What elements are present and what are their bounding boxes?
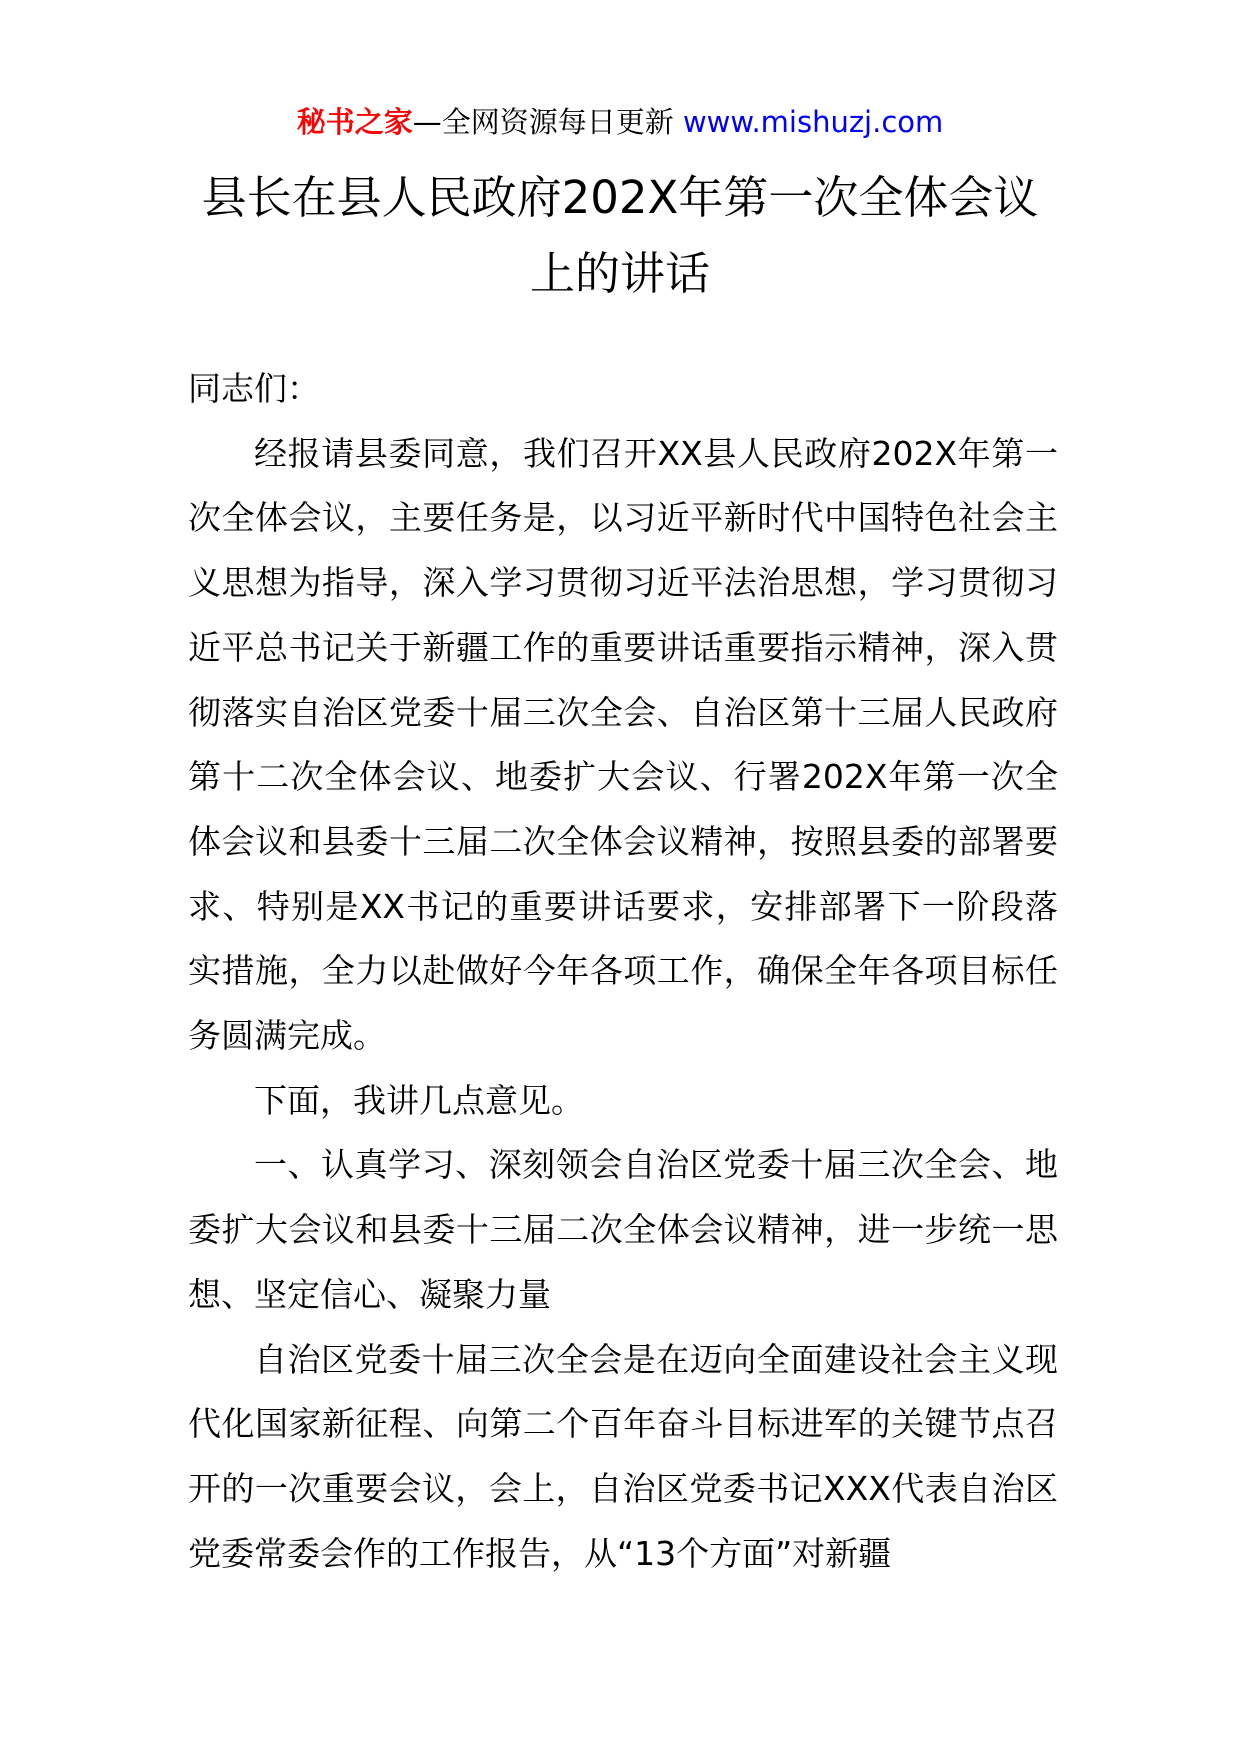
site-url-link[interactable]: www.mishuzj.com [682,105,944,139]
paragraph-transition: 下面，我讲几点意见。 [254,1080,584,1120]
title-line-1: 县长在县人民政府202X年第一次全体会议 [201,171,1039,224]
document-body [188,357,1058,1586]
paragraph-intro: 经报请县委同意，我们召开XX县人民政府202X年第一次全体会议，主要任务是，以习近平新时代中国特色社会主义思想为指导，深入学习贯彻习近平法治思想，学习贯彻习近平总书记关于新疆工作的重要讲话重要指示精神，深入贯彻落实自治区党委十届三次全会、自治区第十三届人民政府第十二次全体会议、地委扩大会议、行署202X年第一次全体会议和县委十三届二次全体会议精神，按照县委的部署要求、特别是XX书记的重要讲话要求，安排部署下一阶段落实措施，全力以赴做好今年各项工作，确保全年各项目标任务圆满完成。 [188,433,1058,1056]
paragraph-section-1: 自治区党委十届三次全会是在迈向全面建设社会主义现代化国家新征程、向第二个百年奋斗目标进军的关键节点召开的一次重要会议，会上，自治区党委书记XXX代表自治区党委常委会作的工作报告，从“13个方面”对新疆 [188,1339,1058,1573]
document-title [170,160,1070,312]
salutation: 同志们： [188,369,320,408]
site-header [0,102,1240,142]
brand-name: 秘书之家 [296,105,413,139]
title-line-2: 上的讲话 [529,247,710,300]
section-heading-1: 一、认真学习、深刻领会自治区党委十届三次全会、地委扩大会议和县委十三届二次全体会议精神，进一步统一思想、坚定信心、凝聚力量 [188,1145,1058,1314]
header-tagline: —全网资源每日更新 [412,105,683,139]
